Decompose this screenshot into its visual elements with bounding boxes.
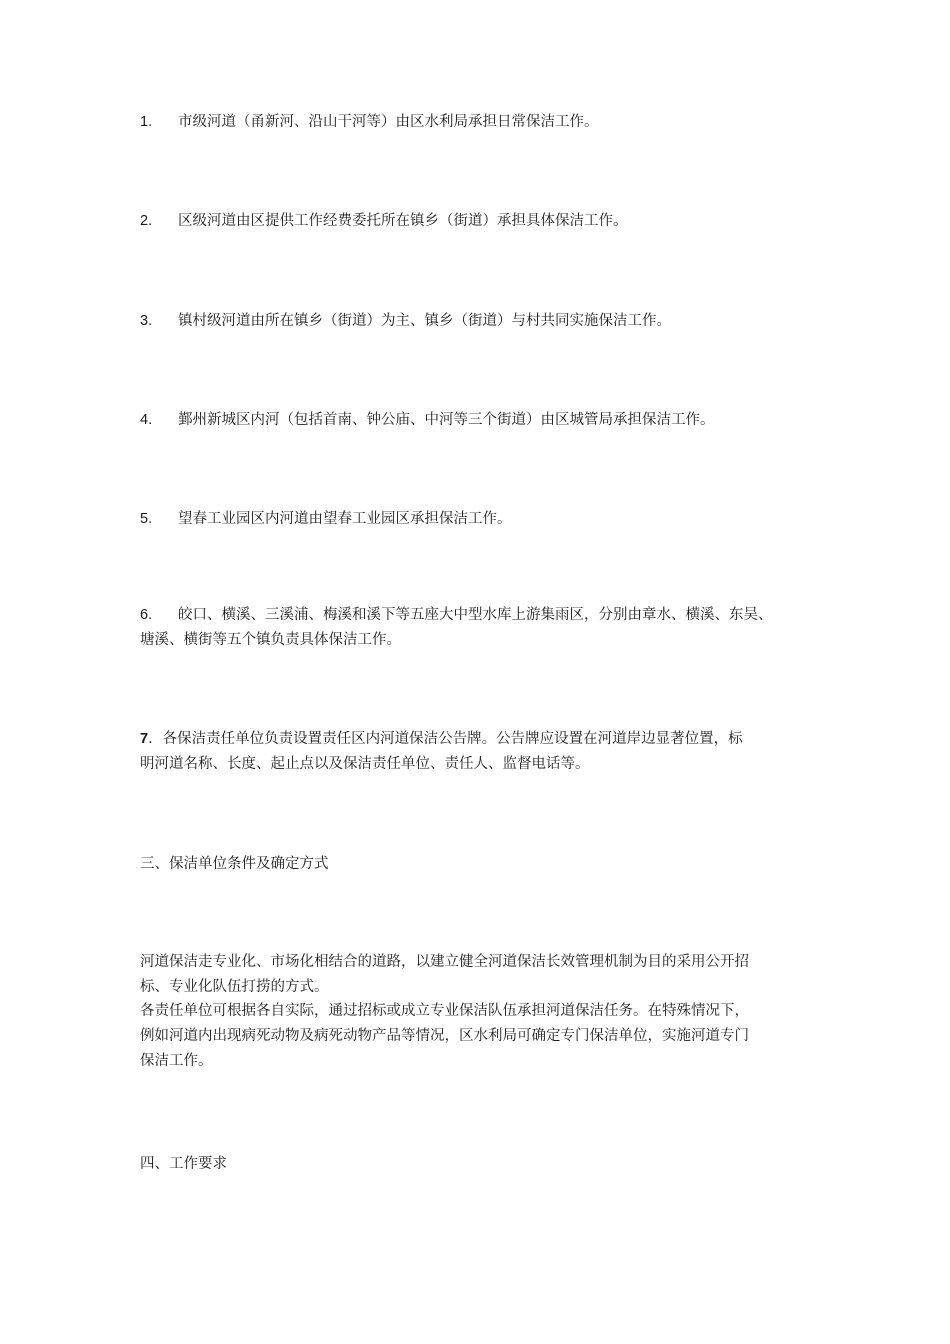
- paragraph-line: 各责任单位可根据各自实际，通过招标或成立专业保洁队伍承担河道保洁任务。在特殊情况下，: [140, 1003, 749, 1019]
- list-number: 3.: [140, 313, 153, 329]
- list-text: ．各保洁责任单位负责设置责任区内河道保洁公告牌。公告牌应设置在河道岸边显著位置，标: [148, 731, 743, 747]
- list-text: 镇村级河道由所在镇乡（街道）为主、镇乡（街道）与村共同实施保洁工作。: [178, 313, 671, 329]
- list-number: 7: [140, 731, 149, 747]
- paragraph-line: 标、专业化队伍打捞的方式。: [140, 979, 329, 995]
- list-text: 明河道名称、长度、起止点以及保洁责任单位、责任人、监督电话等。: [140, 756, 590, 772]
- list-item-7-continued: [140, 754, 590, 774]
- paragraph-line: 保洁工作。: [140, 1053, 213, 1069]
- section-heading-3: 三、保洁单位条件及确定方式: [140, 856, 329, 872]
- list-text: 皎口、横溪、三溪浦、梅溪和溪下等五座大中型水库上游集雨区，分别由章水、横溪、东吴、: [178, 607, 773, 623]
- list-number: 4.: [140, 412, 153, 428]
- list-item-5: [140, 509, 512, 529]
- section-heading-4: 四、工作要求: [140, 1156, 227, 1172]
- paragraph-line: 河道保洁走专业化、市场化相结合的道路，以建立健全河道保洁长效管理机制为目的采用公开招: [140, 954, 749, 970]
- list-text: 望春工业园区内河道由望春工业园区承担保洁工作。: [178, 511, 512, 527]
- list-item-7: [140, 729, 743, 749]
- list-text: 区级河道由区提供工作经费委托所在镇乡（街道）承担具体保洁工作。: [178, 213, 628, 229]
- list-item-1: [140, 112, 599, 132]
- list-item-2: [140, 211, 628, 231]
- list-number: 1.: [140, 114, 153, 130]
- list-item-4: [140, 410, 715, 430]
- paragraph-line: 例如河道内出现病死动物及病死动物产品等情况，区水利局可确定专门保洁单位，实施河道专门: [140, 1028, 749, 1044]
- list-text: 市级河道（甬新河、沿山干河等）由区水利局承担日常保洁工作。: [178, 114, 599, 130]
- list-number: 6.: [140, 607, 153, 623]
- list-item-6: [140, 605, 773, 625]
- list-number: 2.: [140, 213, 153, 229]
- list-text: 鄞州新城区内河（包括首南、钟公庙、中河等三个街道）由区城管局承担保洁工作。: [178, 412, 715, 428]
- list-item-6-continued: [140, 630, 401, 650]
- list-item-3: [140, 311, 671, 331]
- list-text: 塘溪、横街等五个镇负责具体保洁工作。: [140, 632, 401, 648]
- list-number: 5.: [140, 511, 153, 527]
